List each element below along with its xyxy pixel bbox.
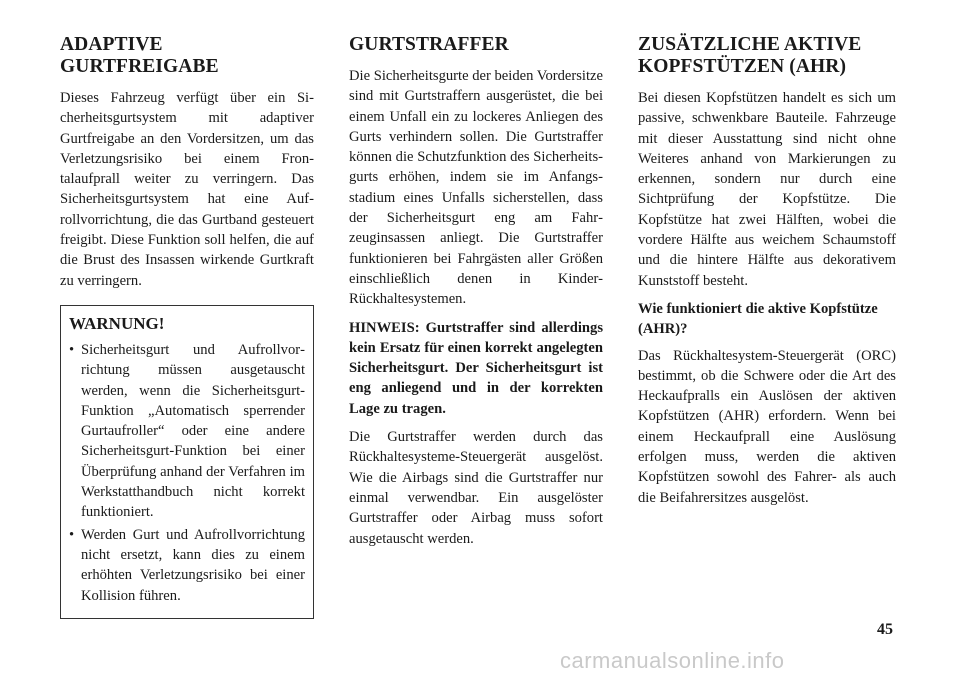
bullet-icon: • <box>69 341 75 358</box>
warning-title: WARNUNG! <box>69 313 165 333</box>
note-paragraph: HINWEIS: Gurtstraffer sind allerdings kein Ersatz für einen korrekt angelegten Sicherheitsgurt. Der Sicherheitsgurt ist eng anliegend und in der korrekten Lage zu tragen. <box>349 319 603 417</box>
paragraph-adaptive: Dieses Fahrzeug verfügt über ein Sicherheitsgurtsystem mit adaptiver Gurtfreigabe an den Vordersitzen, um das Verletzungsrisiko bei einem Frontalaufprall weiter zu verringern. Das Sicherheitsgurtsystem hat eine Aufrollvorrichtung, die das Gurtband gesteuert freigibt. Diese Funktion soll helfen, die auf die Brust des Insassen wirkende Gurtkraft zu verringern. <box>60 90 314 289</box>
warning-item <box>69 525 305 606</box>
warning-item <box>69 340 305 523</box>
warning-item-text: Werden Gurt und Aufrollvorrichtung nicht ersetzt, kann dies zu einem erhöhten Verletzungsrisiko bei einer Kollision führen. <box>81 526 305 604</box>
subheading-ahr: Wie funktioniert die aktive Kopfstütze (AHR)? <box>638 300 878 338</box>
section-heading-ahr: ZUSÄTZLICHE AKTIVE KOPFSTÜTZEN (AHR) <box>638 34 862 77</box>
section-heading-adaptive: ADAPTIVE GURTFREIGABE <box>60 34 219 77</box>
column-pretensioner <box>349 34 603 557</box>
paragraph-ahr-1: Bei diesen Kopfstützen handelt es sich um passive, schwenkbare Bauteile. Fahrzeuge mit dieser Ausstattung sind nicht ohne Weiteres anhand von Markierungen zu erkennen, sondern nur durch eine Sichtprüfung der Kopfstütze. Die Kopfstütze hat zwei Hälften, wobei die vordere Hälfte aus weichem Schaumstoff und die hintere Hälfte aus dekorativem Kunststoff besteht. <box>638 90 896 289</box>
paragraph-pretensioner-1: Die Sicherheitsgurte der beiden Vordersitze sind mit Gurtstraffern ausgerüstet, die bei einem Unfall ein zu lockeres Anliegen des Gurts verhindern sollen. Die Gurtstraffer können die Schutzfunktion des Sicherheitsgurts erhöhen, indem sie im Anfangsstadium eines Unfalls sicherstellen, dass der Sicherheitsgurt eng am Fahrzeuginsassen anliegt. Die Gurtstraffer funktionieren bei Fahrgästen aller Größen einschließlich denen in Kinder-Rückhaltesystemen. <box>349 68 603 308</box>
paragraph-pretensioner-2: Die Gurtstraffer werden durch das Rückhaltesysteme-Steuergerät ausgelöst. Wie die Airbags sind die Gurtstraffer nur einmal verwendbar. Ein ausgelöster Gurtstraffer oder Airbag muss sofort ausgetauscht werden. <box>349 429 603 547</box>
warning-box <box>60 305 314 619</box>
warning-list <box>69 340 305 606</box>
page-number: 45 <box>877 621 893 638</box>
section-heading-pretensioner: GURTSTRAFFER <box>349 34 509 55</box>
paragraph-ahr-2: Das Rückhaltesystem-Steuergerät (ORC) bestimmt, ob die Schwere oder die Art des Heckaufpralls ein Auslösen der aktiven Kopfstützen (AHR) erfordern. Wenn bei einem Heckaufprall eine Auslösung erfolgen muss, werden die aktiven Kopfstützen sowohl des Fahrer- als auch die Beifahrersitzes ausgelöst. <box>638 347 896 506</box>
column-adaptive-belt <box>60 34 314 619</box>
column-active-head-restraints <box>638 34 896 516</box>
watermark-text: carmanualsonline.info <box>560 648 785 673</box>
bullet-icon: • <box>69 526 75 543</box>
warning-item-text: Sicherheitsgurt und Aufrollvorrichtung müssen ausgetauscht werden, wenn die Sicherheitsgurt-Funktion „Automatisch sperrender Gurtaufroller“ oder eine andere Sicherheitsgurt-Funktion bei einer Überprüfung anhand der Verfahren im Werkstatthandbuch nicht korrekt funktioniert. <box>81 341 305 521</box>
